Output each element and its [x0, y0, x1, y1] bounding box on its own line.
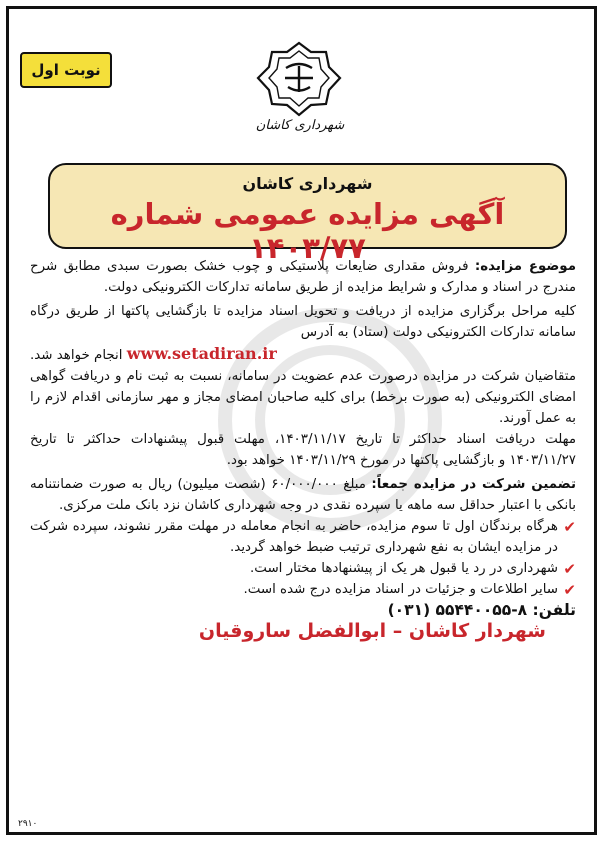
bullet-text: هرگاه برندگان اول تا سوم مزایده، حاضر به انجام معامله در مهلت مقرر نشوند، سپرده شرکت در مزایده ایشان به نفع شهرداری ترتیب ضبط خواهد گردید.: [30, 519, 558, 555]
guarantee-paragraph: [30, 474, 576, 516]
bullet-item: [30, 558, 576, 579]
check-icon: ✔: [563, 581, 576, 599]
first-publication-badge: نوبت اول: [20, 52, 112, 88]
subject-text: فروش مقداری ضایعات پلاستیکی و چوب خشک بصورت سبدی مطابق شرح مندرج در اسناد و مدارک و شرایط مزایده از طریق سامانه تدارکات الکترونیکی دولت.: [30, 259, 576, 295]
notice-body: [30, 256, 576, 642]
subject-label: موضوع مزایده:: [474, 259, 576, 274]
guarantee-label: تضمین شرکت در مزایده جمعاً:: [371, 477, 576, 492]
stages-end-text: انجام خواهد شد.: [30, 348, 123, 363]
bullet-text: سایر اطلاعات و جزئیات در اسناد مزایده درج شده است.: [243, 582, 558, 597]
url-line: [30, 343, 576, 366]
issuer-title: شهرداری کاشان: [242, 174, 373, 193]
subject-paragraph: [30, 256, 576, 298]
applicants-paragraph: [30, 366, 576, 429]
bullet-item: [30, 516, 576, 558]
check-icon: ✔: [563, 560, 576, 578]
title-box: [48, 163, 567, 265]
stages-paragraph: [30, 301, 576, 343]
bullet-text: شهرداری در رد یا قبول هر یک از پیشنهادها مختار است.: [250, 561, 558, 576]
check-icon: ✔: [563, 518, 576, 536]
signer-name: شهردار کاشان – ابوالفضل ساروقیان: [198, 620, 546, 642]
bullet-item: [30, 579, 576, 600]
deadline-paragraph: [30, 429, 576, 471]
footer-code: ۲۹۱۰: [18, 819, 38, 829]
auction-title: آگهی مزایده عمومی شماره ۱۴۰۳/۷۷: [110, 197, 505, 265]
municipality-logo: [253, 40, 345, 118]
setadiran-link[interactable]: www.setadiran.ir: [126, 344, 277, 363]
logo-caption: شهرداری کاشان: [255, 118, 345, 133]
stages-text: کلیه مراحل برگزاری مزایده از دریافت و تحویل اسناد مزایده تا بازگشایی پاکتها از طریق درگاه سامانه تدارکات الکترونیکی دولت (ستاد) به آدرس: [30, 304, 576, 340]
guarantee-text: مبلغ ۶۰/۰۰۰/۰۰۰ (شصت میلیون) ریال به صورت ضمانتنامه بانکی با اعتبار حداقل سه ماهه یا سپرده نقدی در وجه شهرداری کاشان نزد بانک ملت مرکزی.: [30, 477, 576, 513]
deadline-text: مهلت دریافت اسناد حداکثر تا تاریخ ۱۴۰۳/۱۱/۱۷، مهلت قبول پیشنهادات حداکثر تا تاریخ ۱۴۰۳/۱۱/۲۷ و بازگشایی پاکتها در مورخ ۱۴۰۳/۱۱/۲۹ خواهد بود.: [30, 432, 576, 468]
phone-number: تلفن: ۸-۵۵۴۴۰۰۵۵ (۰۳۱): [387, 601, 576, 619]
applicants-text: متقاضیان شرکت در مزایده درصورت عدم عضویت در سامانه، نسبت به ثبت نام و دریافت گواهی امضای الکترونیکی (به صورت برخط) برای کلیه صاحبان امضای مجاز و مهر سازمانی اقدام لازم را به عمل آورند.: [30, 369, 576, 426]
